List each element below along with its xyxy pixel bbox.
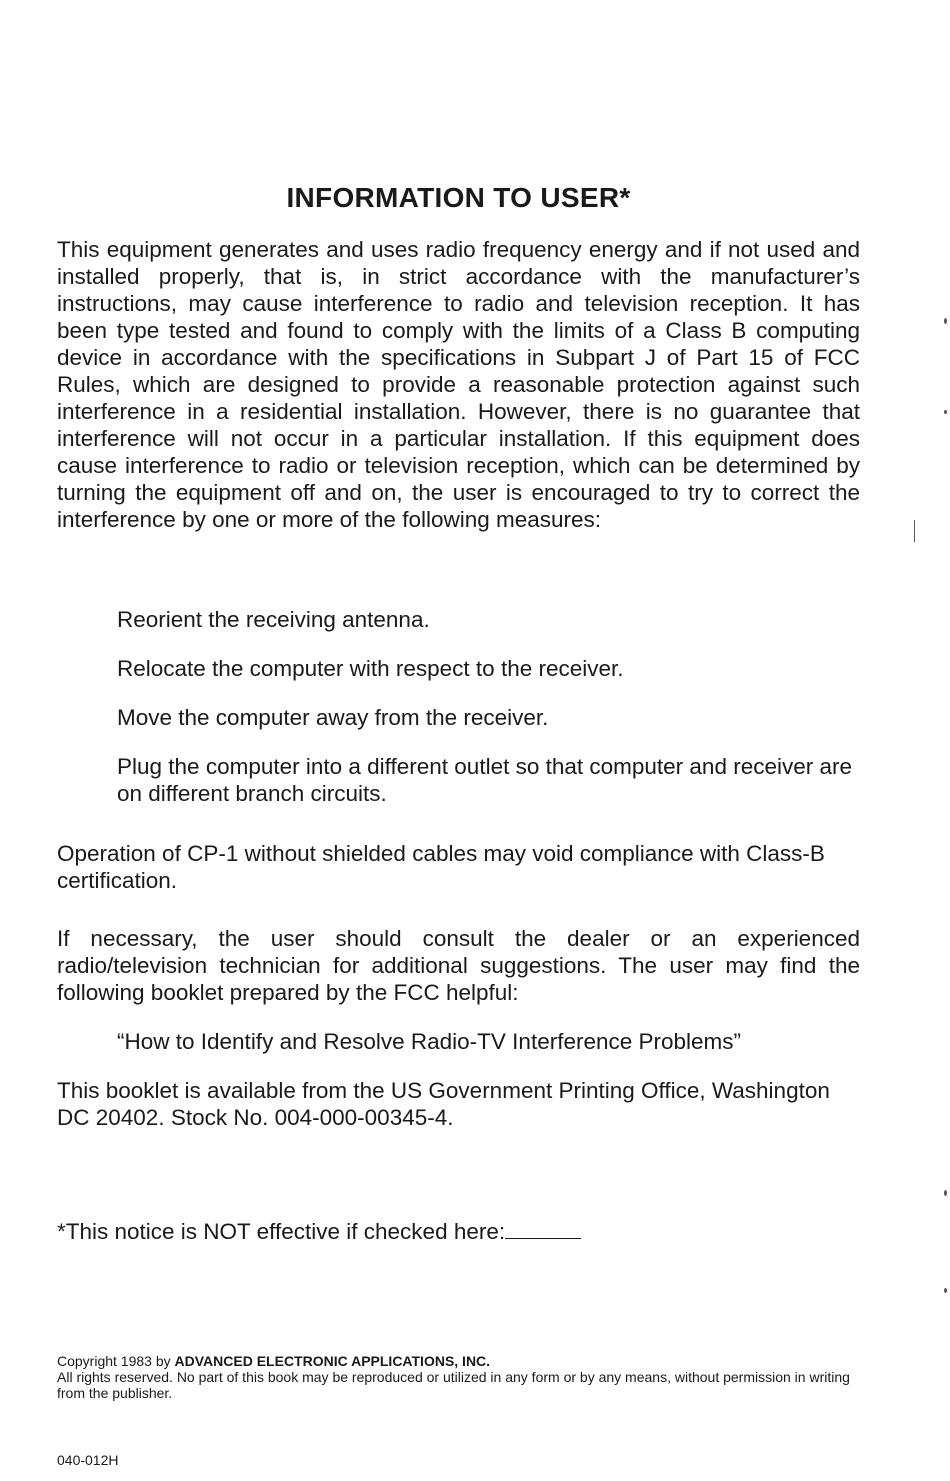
rights-text: All rights reserved. No part of this book may be reproduced or utilized in any form or by any means, without permission in writing from the publisher. <box>57 1369 850 1401</box>
measures-list <box>117 606 860 829</box>
availability-paragraph: This booklet is available from the US Government Printing Office, Washington DC 20402. Stock No. 004-000-00345-4. <box>57 1078 830 1130</box>
scan-speck <box>944 410 947 414</box>
company-name: ADVANCED ELECTRONIC APPLICATIONS, INC. <box>174 1353 491 1369</box>
copyright-prefix: Copyright 1983 by <box>57 1353 175 1369</box>
scan-speck <box>944 318 947 324</box>
booklet-title: “How to Identify and Resolve Radio-TV Interference Problems” <box>117 1029 742 1054</box>
intro-paragraph: This equipment generates and uses radio frequency energy and if not used and installed properly, that is, in strict accordance with the manufacturer’s instructions, may cause interference to radio and television reception. It has been type tested and found to comply with the limits of a Class B computing device in accordance with the specifications in Subpart J of Part 15 of FCC Rules, which are designed to provide a reasonable protection against such interference in a residential installation. However, there is no guarantee that interference will not occur in a particular installation. If this equipment does cause interference to radio or television reception, which can be determined by turning the equipment off and on, the user is encouraged to try to correct the interference by one or more of the following measures: <box>57 237 860 532</box>
copyright-block <box>57 1353 860 1401</box>
consult-paragraph: If necessary, the user should consult the dealer or an experienced radio/television technician for additional suggestions. The user may find the following booklet prepared by the FCC helpful: <box>57 926 860 1005</box>
measure-item: Reorient the receiving antenna. <box>117 607 430 632</box>
scan-speck <box>944 1190 947 1196</box>
cable-paragraph: Operation of CP-1 without shielded cables may void compliance with Class-B certification. <box>57 841 825 893</box>
measure-item: Relocate the computer with respect to the receiver. <box>117 656 624 681</box>
scan-speck <box>944 1288 947 1293</box>
checkbox-blank[interactable] <box>505 1220 581 1239</box>
notice-text: *This notice is NOT effective if checked here: <box>57 1219 506 1244</box>
page-title: INFORMATION TO USER* <box>286 182 631 213</box>
scan-speck <box>914 520 915 542</box>
notice-line <box>57 1218 860 1245</box>
document-code: 040-012H <box>57 1452 119 1468</box>
measure-item: Plug the computer into a different outlet so that computer and receiver are on different branch circuits. <box>117 754 853 806</box>
measure-item: Move the computer away from the receiver. <box>117 705 549 730</box>
